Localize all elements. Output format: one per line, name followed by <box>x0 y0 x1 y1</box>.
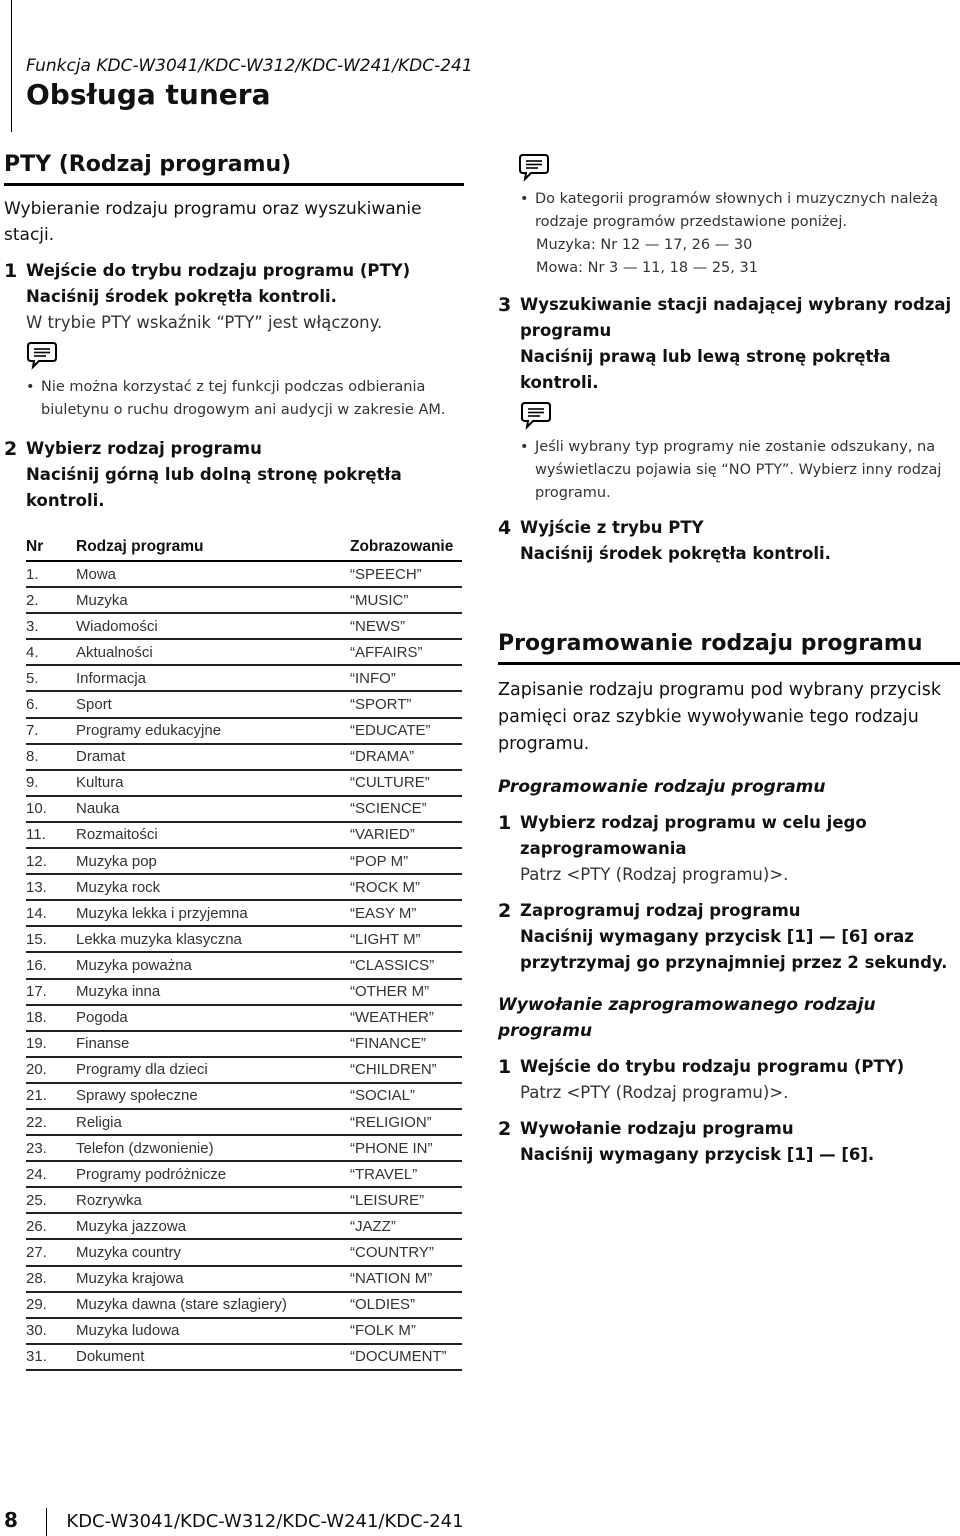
section-title-pty: PTY (Rodzaj programu) <box>4 152 464 186</box>
pty-type-cell: Rozmaitości <box>76 822 350 848</box>
pty-type-cell: Rozrywka <box>76 1187 350 1213</box>
step-2 <box>4 436 464 514</box>
pty-display-cell: “SOCIAL” <box>350 1083 462 1109</box>
footer-model: KDC-W3041/KDC-W312/KDC-W241/KDC-241 <box>66 1511 464 1532</box>
pty-number-cell: 18. <box>26 1005 76 1031</box>
pty-display-cell: “POP M” <box>350 848 462 874</box>
header-subtitle: Funkcja KDC-W3041/KDC-W312/KDC-W241/KDC-241 <box>26 56 473 76</box>
pty-display-cell: “SPEECH” <box>350 561 462 587</box>
pty-display-cell: “CLASSICS” <box>350 952 462 978</box>
pty-type-cell: Sprawy społeczne <box>76 1083 350 1109</box>
table-row <box>26 1031 462 1057</box>
step-title: Wyszukiwanie stacji nadającej wybrany rodzaj programu <box>520 295 952 340</box>
column-header: Nr <box>26 534 76 561</box>
prog-step-1 <box>498 810 960 888</box>
pty-display-cell: “LEISURE” <box>350 1187 462 1213</box>
pty-number-cell: 30. <box>26 1318 76 1344</box>
step-number: 1 <box>498 1056 512 1078</box>
table-row <box>26 1187 462 1213</box>
pty-number-cell: 27. <box>26 1239 76 1265</box>
step-number: 4 <box>498 517 512 539</box>
step-1 <box>4 258 464 336</box>
pty-type-cell: Muzyka <box>76 587 350 613</box>
table-row <box>26 796 462 822</box>
pty-display-cell: “ROCK M” <box>350 874 462 900</box>
prog-step-2 <box>498 898 960 976</box>
pty-number-cell: 2. <box>26 587 76 613</box>
step-number: 3 <box>498 294 512 316</box>
pty-display-cell: “VARIED” <box>350 822 462 848</box>
pty-display-cell: “EDUCATE” <box>350 718 462 744</box>
pty-type-cell: Finanse <box>76 1031 350 1057</box>
recall-step-1 <box>498 1054 960 1106</box>
table-row <box>26 1213 462 1239</box>
pty-type-cell: Kultura <box>76 770 350 796</box>
note-bullet: • Jeśli wybrany typ programy nie zostanie odszukany, na wyświetlaczu pojawia się “NO PTY”. Wybierz inny rodzaj programu. <box>520 436 960 505</box>
pty-number-cell: 6. <box>26 691 76 717</box>
step-action: Naciśnij wymagany przycisk [1] — [6] oraz przytrzymaj go przynajmniej przez 2 sekundy. <box>520 927 948 972</box>
table-row <box>26 1135 462 1161</box>
pty-number-cell: 16. <box>26 952 76 978</box>
table-row <box>26 587 462 613</box>
pty-type-cell: Muzyka inna <box>76 979 350 1005</box>
pty-number-cell: 11. <box>26 822 76 848</box>
table-row <box>26 613 462 639</box>
step-action: Naciśnij środek pokrętła kontroli. <box>520 544 831 563</box>
pty-type-cell: Dramat <box>76 744 350 770</box>
pty-display-cell: “TRAVEL” <box>350 1161 462 1187</box>
step-reference: Patrz <PTY (Rodzaj programu)>. <box>520 1083 789 1102</box>
pty-display-cell: “MUSIC” <box>350 587 462 613</box>
pty-number-cell: 15. <box>26 926 76 952</box>
pty-type-cell: Mowa <box>76 561 350 587</box>
column-header: Rodzaj programu <box>76 534 350 561</box>
pty-number-cell: 7. <box>26 718 76 744</box>
pty-number-cell: 19. <box>26 1031 76 1057</box>
table-row <box>26 1161 462 1187</box>
pty-number-cell: 22. <box>26 1109 76 1135</box>
pty-type-cell: Muzyka poważna <box>76 952 350 978</box>
pty-type-cell: Muzyka country <box>76 1239 350 1265</box>
margin-rule <box>11 0 12 132</box>
music-range: Muzyka: Nr 12 — 17, 26 — 30 <box>536 237 753 253</box>
pty-number-cell: 8. <box>26 744 76 770</box>
pty-type-cell: Programy edukacyjne <box>76 718 350 744</box>
pty-type-cell: Religia <box>76 1109 350 1135</box>
pty-type-cell: Aktualności <box>76 639 350 665</box>
pty-number-cell: 24. <box>26 1161 76 1187</box>
pty-display-cell: “NATION M” <box>350 1266 462 1292</box>
pty-number-cell: 21. <box>26 1083 76 1109</box>
table-row <box>26 1266 462 1292</box>
column-header: Zobrazowanie <box>350 534 462 561</box>
table-row <box>26 926 462 952</box>
section-intro: Wybieranie rodzaju programu oraz wyszukiwanie stacji. <box>4 199 422 245</box>
table-row <box>26 744 462 770</box>
pty-type-cell: Muzyka krajowa <box>76 1266 350 1292</box>
table-row <box>26 561 462 587</box>
pty-type-cell: Informacja <box>76 665 350 691</box>
step-number: 2 <box>4 438 18 460</box>
step-number: 1 <box>4 260 18 282</box>
left-column <box>4 152 464 514</box>
pty-number-cell: 4. <box>26 639 76 665</box>
pty-type-cell: Lekka muzyka klasyczna <box>76 926 350 952</box>
table-row <box>26 1057 462 1083</box>
pty-number-cell: 10. <box>26 796 76 822</box>
subsection-title: Programowanie rodzaju programu <box>498 777 826 797</box>
pty-type-cell: Muzyka lekka i przyjemna <box>76 900 350 926</box>
pty-number-cell: 1. <box>26 561 76 587</box>
step-number: 1 <box>498 812 512 834</box>
pty-display-cell: “CULTURE” <box>350 770 462 796</box>
pty-number-cell: 28. <box>26 1266 76 1292</box>
table-row <box>26 1109 462 1135</box>
pty-display-cell: “CHILDREN” <box>350 1057 462 1083</box>
page-title: Obsługa tunera <box>26 78 271 111</box>
pty-type-cell: Nauka <box>76 796 350 822</box>
pty-display-cell: “EASY M” <box>350 900 462 926</box>
table-row <box>26 665 462 691</box>
step-title: Wybierz rodzaj programu <box>26 439 262 458</box>
footer-divider <box>46 1508 47 1536</box>
table-header-row <box>26 534 462 561</box>
table-row <box>26 691 462 717</box>
table-row <box>26 1005 462 1031</box>
pty-number-cell: 3. <box>26 613 76 639</box>
pty-type-cell: Muzyka ludowa <box>76 1318 350 1344</box>
pty-type-cell: Muzyka dawna (stare szlagiery) <box>76 1292 350 1318</box>
table-row <box>26 848 462 874</box>
recall-step-2 <box>498 1116 960 1168</box>
pty-type-cell: Muzyka rock <box>76 874 350 900</box>
note-bullet: • Nie można korzystać z tej funkcji podczas odbierania biuletynu o ruchu drogowym ani audycji w zakresie AM. <box>26 376 464 422</box>
pty-number-cell: 14. <box>26 900 76 926</box>
step-action: Naciśnij górną lub dolną stronę pokrętła kontroli. <box>26 465 402 510</box>
step-title: Wejście do trybu rodzaju programu (PTY) <box>26 261 411 280</box>
step-title: Wybierz rodzaj programu w celu jego zaprogramowania <box>520 813 867 858</box>
pty-number-cell: 9. <box>26 770 76 796</box>
table-row <box>26 874 462 900</box>
speech-range: Mowa: Nr 3 — 11, 18 — 25, 31 <box>536 260 758 276</box>
step-number: 2 <box>498 900 512 922</box>
pty-number-cell: 29. <box>26 1292 76 1318</box>
page-number: 8 <box>4 1508 18 1532</box>
step-action: Naciśnij wymagany przycisk [1] — [6]. <box>520 1145 875 1164</box>
pty-display-cell: “OTHER M” <box>350 979 462 1005</box>
pty-display-cell: “OLDIES” <box>350 1292 462 1318</box>
right-column <box>498 152 960 1168</box>
table-row <box>26 1318 462 1344</box>
pty-type-cell: Muzyka pop <box>76 848 350 874</box>
table-row <box>26 718 462 744</box>
table-row <box>26 900 462 926</box>
subsection-title: Wywołanie zaprogramowanego rodzaju programu <box>498 995 876 1041</box>
page-header <box>26 56 473 111</box>
pty-number-cell: 25. <box>26 1187 76 1213</box>
section-intro: Zapisanie rodzaju programu pod wybrany przycisk pamięci oraz szybkie wywoływanie tego rodzaju programu. <box>498 680 941 754</box>
pty-display-cell: “COUNTRY” <box>350 1239 462 1265</box>
step-title: Wyjście z trybu PTY <box>520 518 704 537</box>
pty-display-cell: “AFFAIRS” <box>350 639 462 665</box>
pty-display-cell: “DOCUMENT” <box>350 1344 462 1370</box>
step-4 <box>498 515 960 567</box>
pty-number-cell: 5. <box>26 665 76 691</box>
pty-type-cell: Wiadomości <box>76 613 350 639</box>
note-bullet: • Do kategorii programów słownych i muzycznych należą rodzaje programów przedstawione poniżej. <box>520 188 960 234</box>
pty-display-cell: “NEWS” <box>350 613 462 639</box>
step-action: Naciśnij prawą lub lewą stronę pokrętła kontroli. <box>520 347 891 392</box>
step-note: W trybie PTY wskaźnik “PTY” jest włączony. <box>26 313 383 332</box>
pty-number-cell: 17. <box>26 979 76 1005</box>
note-icon <box>26 340 58 370</box>
table-row <box>26 1239 462 1265</box>
pty-number-cell: 26. <box>26 1213 76 1239</box>
pty-type-cell: Sport <box>76 691 350 717</box>
note-icon <box>518 152 550 182</box>
pty-number-cell: 23. <box>26 1135 76 1161</box>
pty-type-cell: Programy podróżnicze <box>76 1161 350 1187</box>
table-row <box>26 822 462 848</box>
pty-display-cell: “LIGHT M” <box>350 926 462 952</box>
section-title-programming: Programowanie rodzaju programu <box>498 631 960 665</box>
pty-type-cell: Pogoda <box>76 1005 350 1031</box>
table-row <box>26 1292 462 1318</box>
pty-display-cell: “PHONE IN” <box>350 1135 462 1161</box>
step-3 <box>498 292 960 396</box>
pty-type-cell: Dokument <box>76 1344 350 1370</box>
step-title: Wejście do trybu rodzaju programu (PTY) <box>520 1057 905 1076</box>
pty-display-cell: “DRAMA” <box>350 744 462 770</box>
pty-display-cell: “SCIENCE” <box>350 796 462 822</box>
step-action: Naciśnij środek pokrętła kontroli. <box>26 287 337 306</box>
pty-display-cell: “INFO” <box>350 665 462 691</box>
pty-number-cell: 13. <box>26 874 76 900</box>
pty-display-cell: “JAZZ” <box>350 1213 462 1239</box>
pty-number-cell: 31. <box>26 1344 76 1370</box>
pty-table <box>26 534 462 1371</box>
pty-number-cell: 12. <box>26 848 76 874</box>
table-row <box>26 952 462 978</box>
step-title: Wywołanie rodzaju programu <box>520 1119 794 1138</box>
step-number: 2 <box>498 1118 512 1140</box>
table-row <box>26 1083 462 1109</box>
step-reference: Patrz <PTY (Rodzaj programu)>. <box>520 865 789 884</box>
pty-display-cell: “FINANCE” <box>350 1031 462 1057</box>
note-icon <box>520 400 552 430</box>
pty-display-cell: “SPORT” <box>350 691 462 717</box>
pty-display-cell: “FOLK M” <box>350 1318 462 1344</box>
table-row <box>26 1344 462 1370</box>
table-row <box>26 979 462 1005</box>
pty-type-cell: Telefon (dzwonienie) <box>76 1135 350 1161</box>
table-row <box>26 770 462 796</box>
step-title: Zaprogramuj rodzaj programu <box>520 901 801 920</box>
table-row <box>26 639 462 665</box>
pty-display-cell: “RELIGION” <box>350 1109 462 1135</box>
pty-type-cell: Muzyka jazzowa <box>76 1213 350 1239</box>
pty-number-cell: 20. <box>26 1057 76 1083</box>
pty-display-cell: “WEATHER” <box>350 1005 462 1031</box>
page-footer <box>4 1508 464 1536</box>
pty-type-cell: Programy dla dzieci <box>76 1057 350 1083</box>
